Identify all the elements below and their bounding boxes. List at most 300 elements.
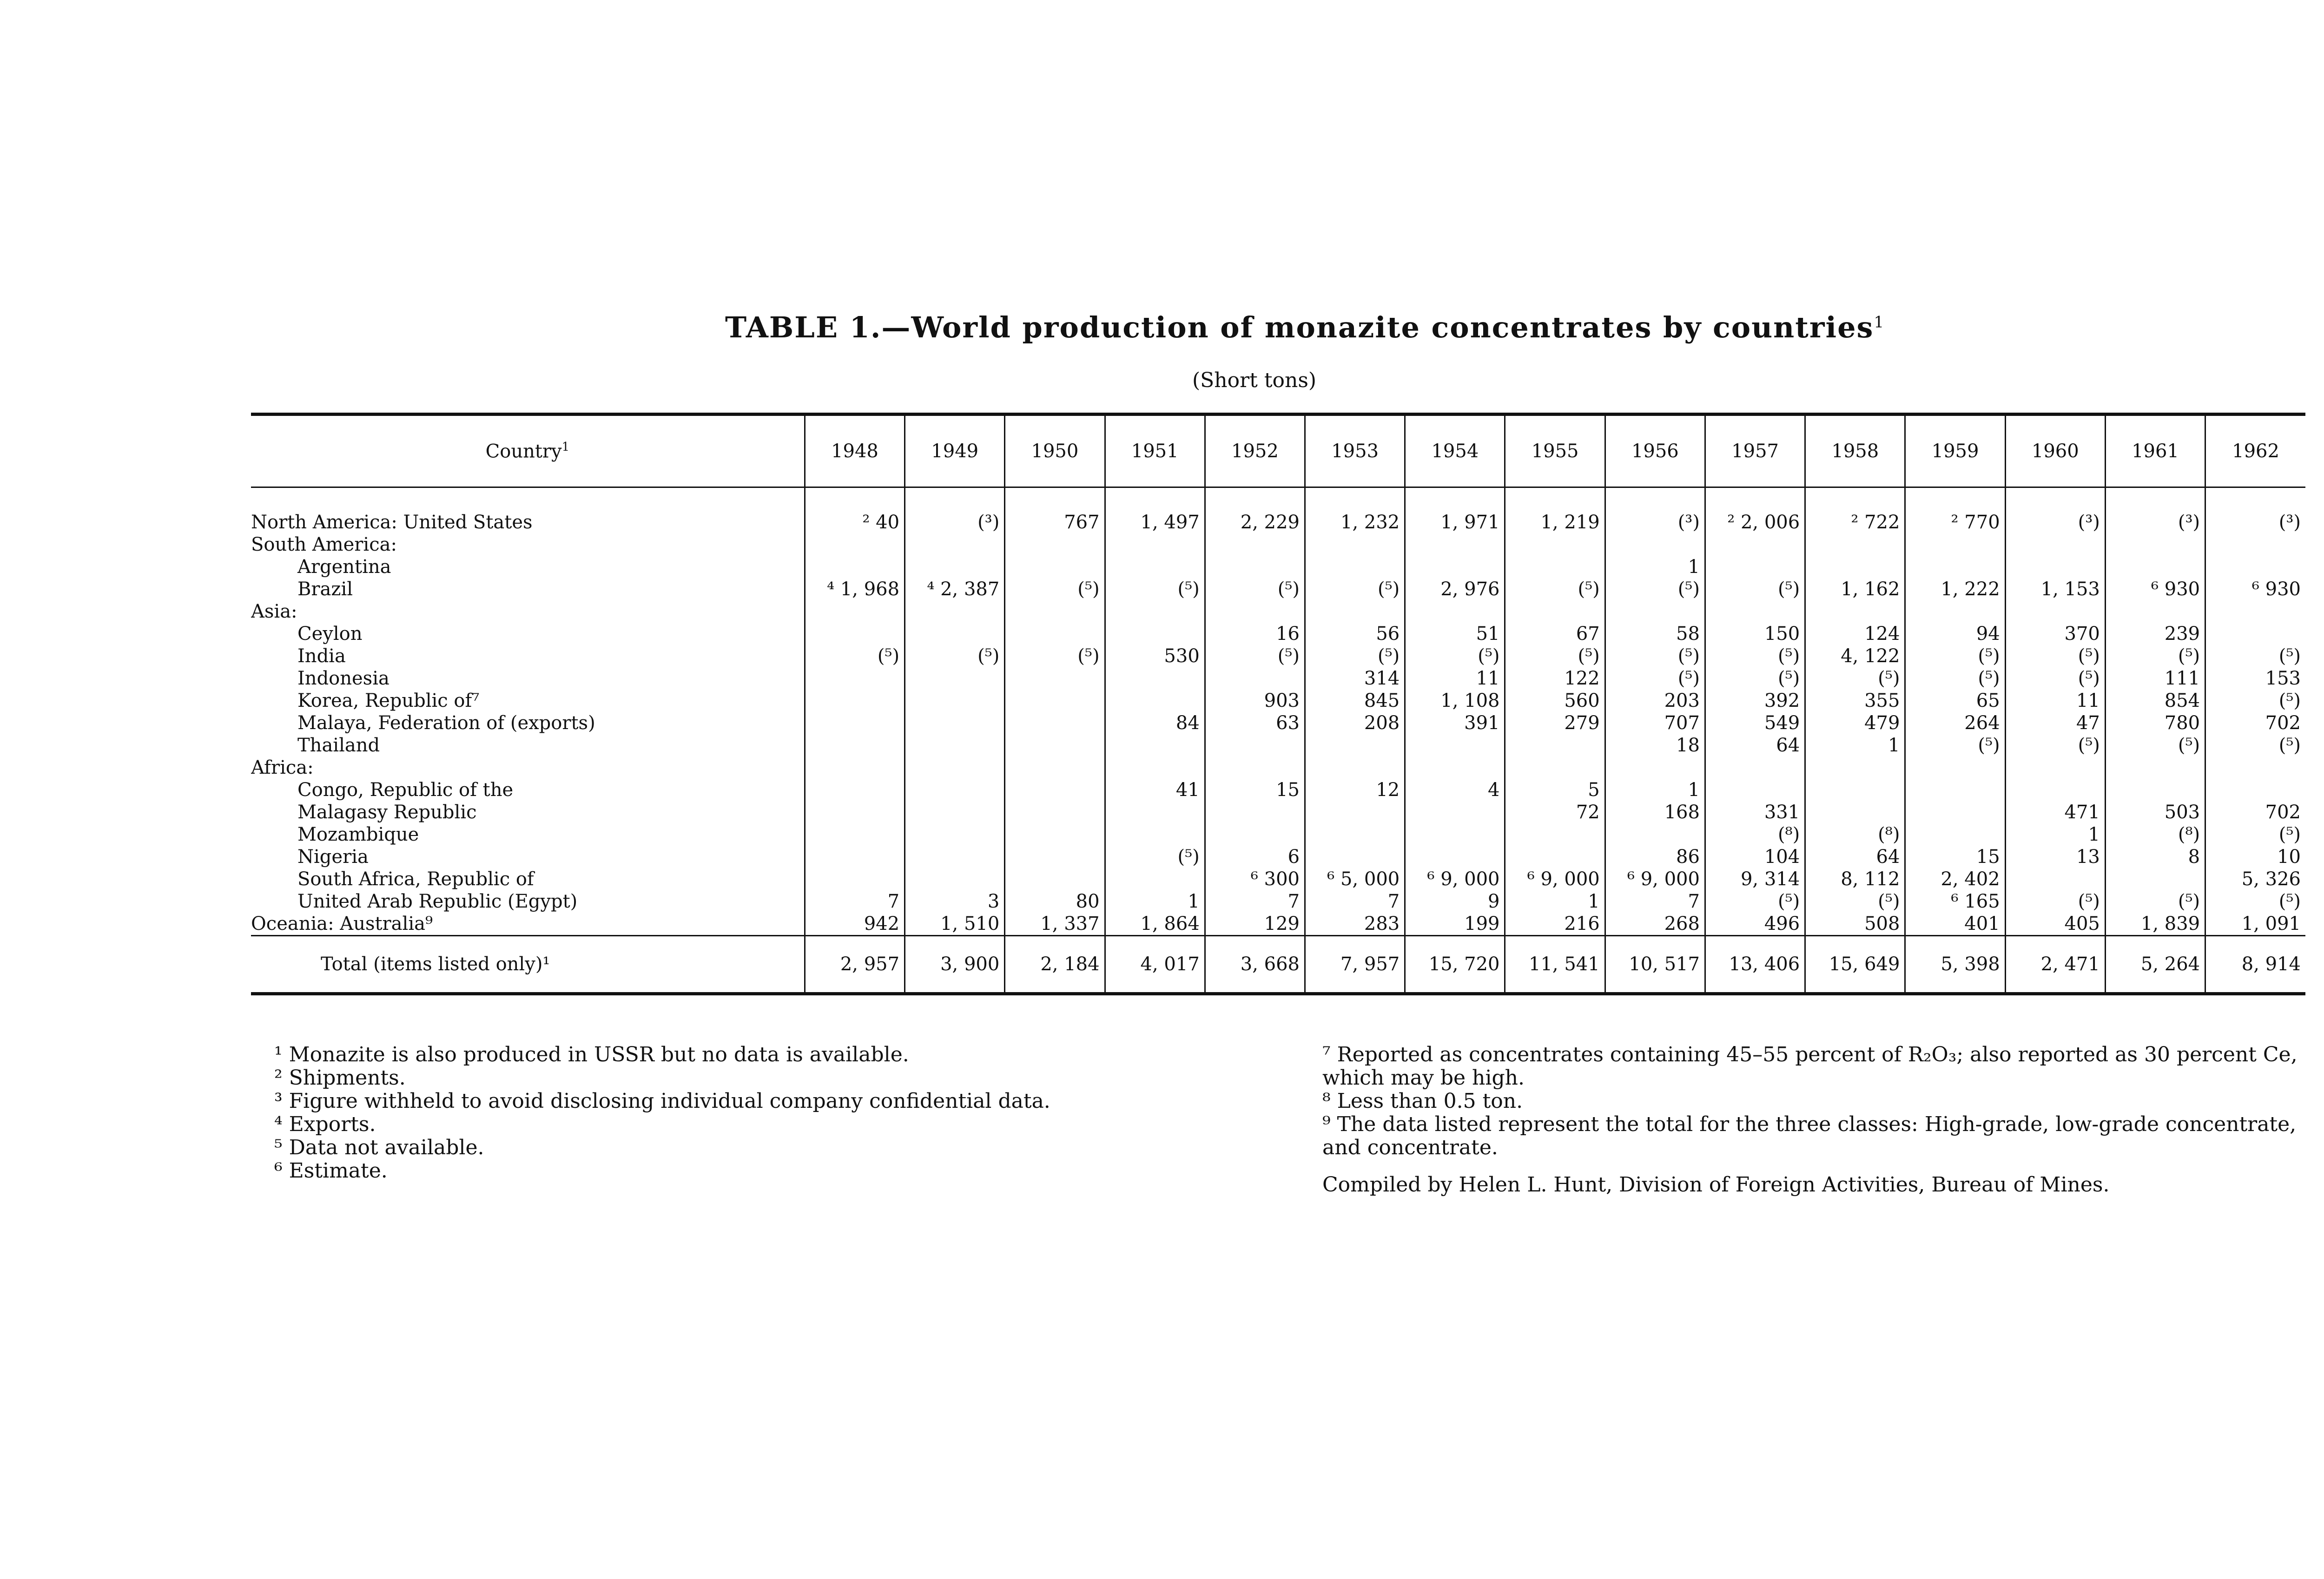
- table-cell: 153: [2205, 667, 2305, 690]
- table-cell: 11: [2005, 690, 2105, 712]
- table-cell: (⁵): [2105, 890, 2205, 913]
- table-cell: 111: [2105, 667, 2205, 690]
- table-cell: 1, 864: [1105, 913, 1205, 936]
- country-label: South Africa, Republic of: [297, 868, 534, 890]
- table-cell: 314: [1305, 667, 1405, 690]
- country-label: Ceylon: [297, 623, 363, 645]
- table-cell: 1: [1105, 890, 1205, 913]
- table-cell: [1105, 623, 1205, 645]
- country-label: South America:: [251, 534, 397, 555]
- table-cell: 7: [1205, 890, 1305, 913]
- table-cell: [1005, 779, 1105, 801]
- table-cell: [905, 623, 1005, 645]
- table-cell: 86: [1605, 846, 1705, 868]
- table-cell: [905, 823, 1005, 846]
- table-cell: [805, 757, 905, 779]
- total-cell: 5, 398: [1905, 936, 2005, 994]
- table-cell: [1305, 556, 1405, 578]
- table-cell: [805, 734, 905, 757]
- table-row: [251, 533, 2305, 556]
- table-cell: [1405, 801, 1505, 823]
- table-cell: [1105, 667, 1205, 690]
- table-cell: [905, 600, 1005, 623]
- table-cell: 64: [1705, 734, 1805, 757]
- table-cell: 56: [1305, 623, 1405, 645]
- table-cell: [1505, 533, 1605, 556]
- table-cell: 80: [1005, 890, 1105, 913]
- table-cell: 942: [805, 913, 905, 936]
- table-cell: ⁶ 930: [2105, 578, 2205, 600]
- total-row: [251, 936, 2305, 994]
- table-cell: 1, 222: [1905, 578, 2005, 600]
- table-cell: [1105, 533, 1205, 556]
- table-cell: 4, 122: [1805, 645, 1905, 667]
- table-cell: 84: [1105, 712, 1205, 734]
- footnote: ⁵ Data not available.: [274, 1136, 484, 1159]
- country-label: Mozambique: [297, 824, 419, 845]
- table-cell: 8: [2105, 846, 2205, 868]
- country-label: Malagasy Republic: [297, 802, 477, 823]
- table-cell: (⁵): [2105, 734, 2205, 757]
- table-cell: [1805, 556, 1905, 578]
- table-cell: [1105, 757, 1205, 779]
- table-cell: [805, 846, 905, 868]
- table-cell: [1905, 801, 2005, 823]
- table-cell: [1205, 801, 1305, 823]
- table-cell: (⁵): [1405, 645, 1505, 667]
- table-cell: (⁵): [1805, 890, 1905, 913]
- table-cell: [905, 801, 1005, 823]
- table-cell: 216: [1505, 913, 1605, 936]
- table-cell: 4: [1405, 779, 1505, 801]
- table-cell: 6: [1205, 846, 1305, 868]
- country-label: Malaya, Federation of (exports): [297, 712, 595, 734]
- table-cell: (³): [2205, 487, 2305, 534]
- country-label: Oceania: Australia⁹: [251, 913, 433, 934]
- table-row: [251, 600, 2305, 623]
- table-cell: [1505, 846, 1605, 868]
- table-cell: 479: [1805, 712, 1905, 734]
- table-cell: (⁸): [1705, 823, 1805, 846]
- table-subtitle: (Short tons): [1192, 368, 1317, 392]
- table-cell: (⁵): [2205, 645, 2305, 667]
- table-cell: [2205, 779, 2305, 801]
- table-cell: 1, 162: [1805, 578, 1905, 600]
- table-cell: 370: [2005, 623, 2105, 645]
- table-cell: (⁵): [2005, 645, 2105, 667]
- table-cell: [1205, 823, 1305, 846]
- total-cell: 2, 957: [805, 936, 905, 994]
- table-cell: 47: [2005, 712, 2105, 734]
- footnote: ² Shipments.: [274, 1066, 406, 1090]
- table-cell: [2005, 757, 2105, 779]
- table-cell: 3: [905, 890, 1005, 913]
- table-cell: 331: [1705, 801, 1805, 823]
- table-cell: [905, 846, 1005, 868]
- table-cell: (⁵): [2005, 890, 2105, 913]
- table-row: [251, 801, 2305, 823]
- table-cell: [1905, 556, 2005, 578]
- table-cell: 702: [2205, 801, 2305, 823]
- footnote: ⁹ The data listed represent the total for the three classes: High-grade, low-grade concentrate, and concentrate.: [1322, 1112, 2297, 1159]
- table-cell: 2, 402: [1905, 868, 2005, 890]
- table-cell: 9, 314: [1705, 868, 1805, 890]
- table-row: [251, 645, 2305, 667]
- table-cell: [1705, 757, 1805, 779]
- country-column-header: Country$^1$: [251, 414, 805, 487]
- table-row: [251, 890, 2305, 913]
- table-cell: [1505, 600, 1605, 623]
- table-row: [251, 757, 2305, 779]
- table-cell: 15: [1905, 846, 2005, 868]
- table-cell: 199: [1405, 913, 1505, 936]
- table-cell: [1005, 623, 1105, 645]
- table-cell: [805, 801, 905, 823]
- table-cell: 1, 219: [1505, 487, 1605, 534]
- table-cell: [1505, 823, 1605, 846]
- table-cell: (³): [1605, 487, 1705, 534]
- table-row: [251, 913, 2305, 936]
- year-column-header: 1955: [1505, 414, 1605, 487]
- year-column-header: 1960: [2005, 414, 2105, 487]
- table-cell: [2005, 600, 2105, 623]
- year-column-header: 1961: [2105, 414, 2205, 487]
- table-cell: 65: [1905, 690, 2005, 712]
- table-cell: [1505, 556, 1605, 578]
- table-cell: ⁶ 9, 000: [1605, 868, 1705, 890]
- table-cell: [805, 823, 905, 846]
- table-row: [251, 556, 2305, 578]
- table-cell: (⁵): [1905, 667, 2005, 690]
- table-cell: [1405, 533, 1505, 556]
- table-cell: 1, 510: [905, 913, 1005, 936]
- table-cell: [1005, 712, 1105, 734]
- table-cell: [905, 533, 1005, 556]
- total-cell: 3, 668: [1205, 936, 1305, 994]
- table-cell: (⁵): [1305, 645, 1405, 667]
- table-cell: 16: [1205, 623, 1305, 645]
- table-cell: [2205, 623, 2305, 645]
- country-label: Nigeria: [297, 846, 369, 868]
- table-cell: [1405, 600, 1505, 623]
- table-cell: [1705, 533, 1805, 556]
- table-cell: [905, 690, 1005, 712]
- table-cell: [905, 712, 1005, 734]
- table-cell: (⁵): [1005, 645, 1105, 667]
- table-row: [251, 487, 2305, 534]
- country-label: United Arab Republic (Egypt): [297, 891, 578, 912]
- table-cell: ⁴ 2, 387: [905, 578, 1005, 600]
- table-cell: [2105, 868, 2205, 890]
- table-cell: [1605, 533, 1705, 556]
- table-cell: 2, 976: [1405, 578, 1505, 600]
- table-cell: 903: [1205, 690, 1305, 712]
- table-cell: [2205, 533, 2305, 556]
- table-cell: 1: [1605, 779, 1705, 801]
- table-cell: [1205, 667, 1305, 690]
- table-cell: ⁴ 1, 968: [805, 578, 905, 600]
- table-cell: (⁵): [1205, 645, 1305, 667]
- table-cell: [1005, 690, 1105, 712]
- table-cell: [1205, 600, 1305, 623]
- table-cell: [1005, 600, 1105, 623]
- table-cell: [1405, 846, 1505, 868]
- table-cell: [2005, 533, 2105, 556]
- table-cell: [1405, 734, 1505, 757]
- footnote: ⁷ Reported as concentrates containing 45–55 percent of R₂O₃; also reported as 30 percent Ce, which may be high.: [1322, 1043, 2298, 1090]
- table-cell: (⁵): [1705, 667, 1805, 690]
- table-cell: 845: [1305, 690, 1405, 712]
- table-cell: 5, 326: [2205, 868, 2305, 890]
- table-cell: [1605, 757, 1705, 779]
- table-cell: [1905, 533, 2005, 556]
- table-cell: (⁸): [2105, 823, 2205, 846]
- table-row: [251, 623, 2305, 645]
- table-cell: [1005, 757, 1105, 779]
- total-cell: 11, 541: [1505, 936, 1605, 994]
- table-cell: 1, 839: [2105, 913, 2205, 936]
- table-cell: [1805, 757, 1905, 779]
- total-cell: 2, 184: [1005, 936, 1105, 994]
- table-cell: 122: [1505, 667, 1605, 690]
- table-cell: ⁶ 5, 000: [1305, 868, 1405, 890]
- footnote: ³ Figure withheld to avoid disclosing individual company confidential data.: [274, 1089, 1050, 1113]
- production-table: [251, 413, 2305, 995]
- table-cell: 279: [1505, 712, 1605, 734]
- table-cell: [2005, 779, 2105, 801]
- table-cell: [1105, 823, 1205, 846]
- table-cell: [1905, 757, 2005, 779]
- table-cell: 355: [1805, 690, 1905, 712]
- table-cell: [1905, 823, 2005, 846]
- table-cell: (⁵): [2205, 823, 2305, 846]
- table-cell: [1005, 868, 1105, 890]
- table-cell: 268: [1605, 913, 1705, 936]
- table-cell: (⁵): [1605, 578, 1705, 600]
- table-cell: [2205, 556, 2305, 578]
- table-cell: [2105, 757, 2205, 779]
- table-cell: (⁵): [805, 645, 905, 667]
- table-cell: 1: [1605, 556, 1705, 578]
- table-row: [251, 690, 2305, 712]
- table-cell: [1905, 779, 2005, 801]
- table-row: [251, 667, 2305, 690]
- table-cell: 1: [2005, 823, 2105, 846]
- table-cell: 94: [1905, 623, 2005, 645]
- table-row: [251, 734, 2305, 757]
- footnote: ¹ Monazite is also produced in USSR but no data is available.: [274, 1043, 909, 1066]
- table-cell: 391: [1405, 712, 1505, 734]
- table-row: [251, 779, 2305, 801]
- footnotes-right: [1322, 1043, 2303, 1197]
- table-cell: (⁵): [1705, 890, 1805, 913]
- year-column-header: 1954: [1405, 414, 1505, 487]
- table-cell: [1405, 556, 1505, 578]
- table-cell: [805, 868, 905, 890]
- table-cell: [1105, 734, 1205, 757]
- footnote: ⁸ Less than 0.5 ton.: [1322, 1089, 1523, 1113]
- total-cell: 3, 900: [905, 936, 1005, 994]
- table-cell: [1405, 757, 1505, 779]
- table-header-row: [251, 414, 2305, 487]
- table-cell: [2105, 556, 2205, 578]
- table-cell: (⁸): [1805, 823, 1905, 846]
- table-cell: 1: [1805, 734, 1905, 757]
- table-cell: 503: [2105, 801, 2205, 823]
- year-column-header: 1962: [2205, 414, 2305, 487]
- table-cell: 72: [1505, 801, 1605, 823]
- table-cell: [1305, 846, 1405, 868]
- table-cell: [1605, 600, 1705, 623]
- table-cell: [1305, 533, 1405, 556]
- table-cell: [805, 600, 905, 623]
- table-cell: [905, 757, 1005, 779]
- table-title: TABLE 1.—World production of monazite concentrates by countries$^1$: [725, 310, 1885, 344]
- table-cell: (⁵): [2205, 690, 2305, 712]
- table-cell: [1105, 868, 1205, 890]
- table-cell: 11: [1405, 667, 1505, 690]
- table-cell: [1705, 600, 1805, 623]
- table-cell: [1505, 757, 1605, 779]
- table-cell: 1, 337: [1005, 913, 1105, 936]
- total-cell: 15, 649: [1805, 936, 1905, 994]
- total-cell: 2, 471: [2005, 936, 2105, 994]
- table-cell: 12: [1305, 779, 1405, 801]
- table-cell: [1705, 779, 1805, 801]
- country-label: Argentina: [297, 556, 391, 578]
- table-row: [251, 846, 2305, 868]
- year-column-header: 1956: [1605, 414, 1705, 487]
- table-cell: 471: [2005, 801, 2105, 823]
- table-cell: 67: [1505, 623, 1605, 645]
- table-cell: [1805, 600, 1905, 623]
- table-cell: 168: [1605, 801, 1705, 823]
- country-label: Indonesia: [297, 668, 390, 689]
- table-cell: (⁵): [1705, 645, 1805, 667]
- table-cell: [1505, 734, 1605, 757]
- table-cell: [1905, 600, 2005, 623]
- table-cell: [1005, 734, 1105, 757]
- table-cell: [905, 734, 1005, 757]
- table-cell: [905, 779, 1005, 801]
- table-cell: [805, 623, 905, 645]
- table-cell: 780: [2105, 712, 2205, 734]
- table-row: [251, 868, 2305, 890]
- table-cell: 150: [1705, 623, 1805, 645]
- total-cell: 10, 517: [1605, 936, 1705, 994]
- table-cell: [1105, 556, 1205, 578]
- table-cell: 549: [1705, 712, 1805, 734]
- table-cell: [905, 667, 1005, 690]
- table-cell: 508: [1805, 913, 1905, 936]
- table-cell: 1, 091: [2205, 913, 2305, 936]
- total-cell: 5, 264: [2105, 936, 2205, 994]
- table-cell: [1405, 823, 1505, 846]
- table-cell: (⁵): [2205, 890, 2305, 913]
- table-cell: [1105, 801, 1205, 823]
- year-column-header: 1959: [1905, 414, 2005, 487]
- table-cell: (⁵): [905, 645, 1005, 667]
- country-label: Brazil: [297, 579, 353, 600]
- year-column-header: 1951: [1105, 414, 1205, 487]
- table-cell: [805, 533, 905, 556]
- table-cell: (⁵): [1105, 846, 1205, 868]
- table-cell: (⁵): [2005, 667, 2105, 690]
- table-cell: [2105, 533, 2205, 556]
- country-label: Congo, Republic of the: [297, 779, 514, 801]
- table-cell: (⁵): [1905, 645, 2005, 667]
- table-cell: [905, 556, 1005, 578]
- table-cell: 2, 229: [1205, 487, 1305, 534]
- table-cell: ⁶ 165: [1905, 890, 2005, 913]
- table-cell: [1005, 533, 1105, 556]
- country-label: India: [297, 645, 346, 667]
- table-cell: 264: [1905, 712, 2005, 734]
- table-cell: [1005, 556, 1105, 578]
- table-cell: [2005, 556, 2105, 578]
- footnote: ⁴ Exports.: [274, 1112, 376, 1136]
- table-cell: 124: [1805, 623, 1905, 645]
- table-cell: 5: [1505, 779, 1605, 801]
- table-cell: [1205, 757, 1305, 779]
- table-cell: (⁵): [1605, 645, 1705, 667]
- table-cell: 7: [1305, 890, 1405, 913]
- total-cell: 7, 957: [1305, 936, 1405, 994]
- table-cell: 1, 497: [1105, 487, 1205, 534]
- table-cell: 1, 232: [1305, 487, 1405, 534]
- table-cell: 7: [1605, 890, 1705, 913]
- table-cell: 208: [1305, 712, 1405, 734]
- table-cell: [1005, 846, 1105, 868]
- table-cell: (⁵): [1505, 578, 1605, 600]
- year-column-header: 1949: [905, 414, 1005, 487]
- year-column-header: 1953: [1305, 414, 1405, 487]
- year-column-header: 1957: [1705, 414, 1805, 487]
- table-cell: 8, 112: [1805, 868, 1905, 890]
- table-cell: [1305, 600, 1405, 623]
- table-cell: [1805, 801, 1905, 823]
- table-row: [251, 578, 2305, 600]
- total-cell: 13, 406: [1705, 936, 1805, 994]
- table-cell: [1205, 734, 1305, 757]
- table-cell: [1705, 556, 1805, 578]
- total-cell: 15, 720: [1405, 936, 1505, 994]
- table-cell: 104: [1705, 846, 1805, 868]
- table-cell: [1005, 667, 1105, 690]
- table-cell: (³): [2005, 487, 2105, 534]
- table-cell: (⁵): [1205, 578, 1305, 600]
- table-cell: 41: [1105, 779, 1205, 801]
- table-cell: [805, 667, 905, 690]
- table-cell: ² 722: [1805, 487, 1905, 534]
- table-cell: 392: [1705, 690, 1805, 712]
- table-cell: 405: [2005, 913, 2105, 936]
- country-label: North America: United States: [251, 512, 533, 533]
- table-cell: (⁵): [1805, 667, 1905, 690]
- table-cell: [805, 556, 905, 578]
- table-cell: ² 2, 006: [1705, 487, 1805, 534]
- table-cell: 560: [1505, 690, 1605, 712]
- table-cell: (⁵): [2105, 645, 2205, 667]
- year-column-header: 1958: [1805, 414, 1905, 487]
- table-cell: 13: [2005, 846, 2105, 868]
- table-cell: 767: [1005, 487, 1105, 534]
- table-cell: [1105, 600, 1205, 623]
- table-cell: 58: [1605, 623, 1705, 645]
- table-cell: 401: [1905, 913, 2005, 936]
- table-cell: [1005, 801, 1105, 823]
- table-cell: [1205, 533, 1305, 556]
